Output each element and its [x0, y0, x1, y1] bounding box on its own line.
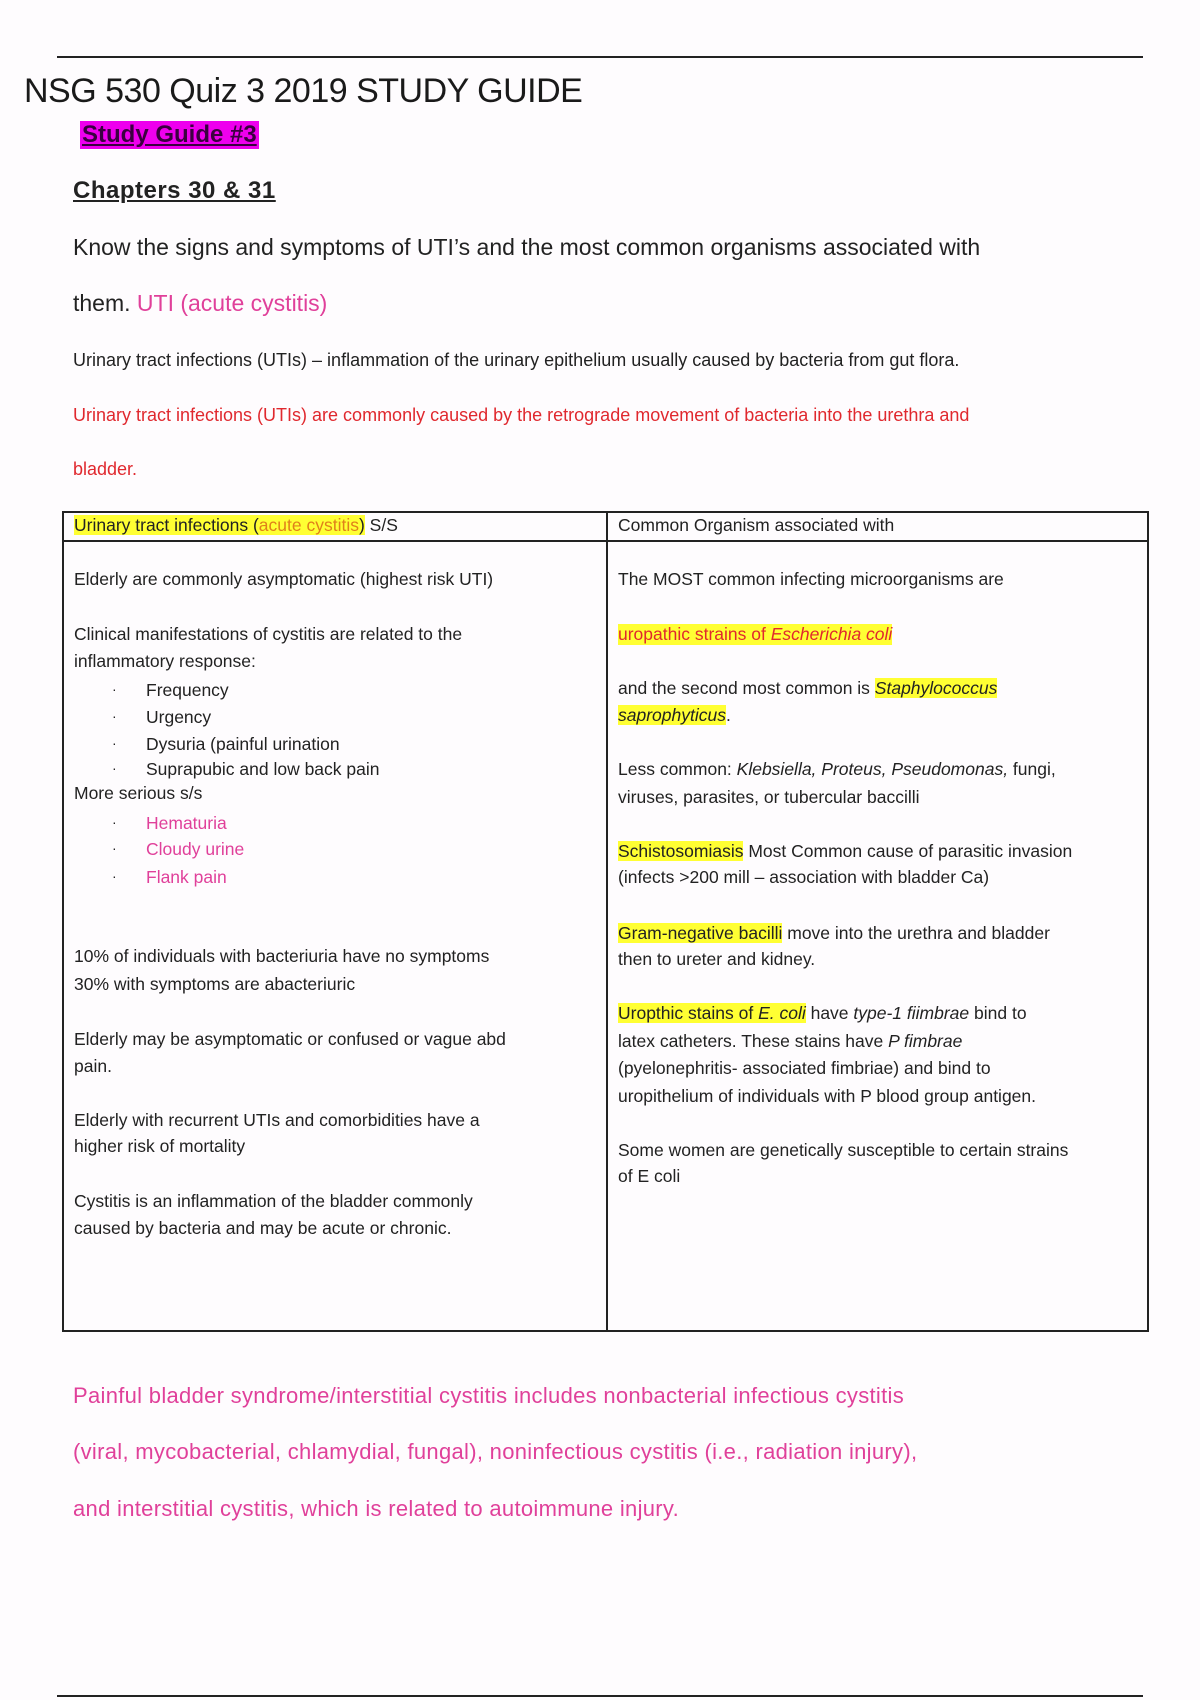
intro-text: them.	[73, 290, 131, 316]
intro-line-2	[73, 290, 327, 317]
top-rule	[57, 56, 1143, 58]
right-text: Some women are genetically susceptible to certain strains	[618, 1140, 1069, 1160]
schisto-text: Most Common cause of parasitic invasion	[743, 841, 1073, 861]
symptom-item: Dysuria (painful urination	[146, 734, 340, 754]
left-text: 30% with symptoms are abacteriuric	[74, 974, 356, 994]
right-text	[618, 1031, 962, 1052]
serious-item: Flank pain	[146, 867, 227, 887]
study-guide-label: Study Guide #3	[82, 121, 257, 148]
right-text	[618, 1003, 1027, 1024]
left-text: inflammatory response:	[74, 651, 256, 671]
right-text	[618, 841, 1072, 862]
header-acute: acute cystitis	[258, 515, 359, 535]
header-left	[63, 512, 607, 541]
symptom-item: Frequency	[146, 680, 229, 700]
header-left-text	[74, 515, 398, 536]
intro-line-1: Know the signs and symptoms of UTI’s and the most common organisms associated with	[73, 234, 981, 260]
definition: Urinary tract infections (UTIs) – inflammation of the urinary epithelium usually caused by bacteria from gut flora.	[73, 350, 960, 370]
header-paren: )	[358, 515, 365, 535]
bullet-icon: ·	[112, 735, 117, 751]
period: .	[725, 705, 731, 725]
latex-italic: P fimbrae	[888, 1031, 963, 1051]
second-text: and the second most common is	[618, 678, 875, 698]
left-cell	[63, 541, 607, 1331]
header-ss: S/S	[364, 515, 398, 535]
serious-item: Hematuria	[146, 813, 227, 833]
right-text: The MOST common infecting microorganisms are	[618, 569, 1004, 589]
less-text: Less common:	[618, 759, 737, 779]
right-text: (pyelonephritis- associated fimbriae) and bind to	[618, 1058, 991, 1078]
bullet-icon: ·	[112, 708, 117, 724]
right-text	[618, 705, 731, 726]
footer-line-1: Painful bladder syndrome/interstitial cystitis includes nonbacterial infectious cystitis	[73, 1383, 904, 1408]
right-text	[618, 759, 1056, 780]
right-cell	[607, 541, 1148, 1331]
left-text: 10% of individuals with bacteriuria have no symptoms	[74, 946, 490, 966]
left-text: Elderly with recurrent UTIs and comorbidities have a	[74, 1110, 480, 1130]
right-text: then to ureter and kidney.	[618, 949, 816, 969]
bullet-icon: ·	[112, 760, 117, 776]
latex-text: latex catheters. These stains have	[618, 1031, 889, 1051]
bullet-icon: ·	[112, 814, 117, 830]
header-hl: Urinary tract infections (	[74, 515, 259, 535]
left-text: Elderly are commonly asymptomatic (highest risk UTI)	[74, 569, 494, 589]
right-text: of E coli	[618, 1166, 681, 1186]
chapters-heading: Chapters 30 & 31	[73, 177, 276, 204]
left-text: Cystitis is an inflammation of the bladder commonly	[74, 1191, 473, 1211]
bottom-rule	[57, 1695, 1143, 1697]
second-italic-2: saprophyticus	[618, 705, 726, 725]
less-italic: Klebsiella, Proteus, Pseudomonas,	[736, 759, 1009, 779]
bullet-icon: ·	[112, 868, 117, 884]
uroph-italic: E. coli	[758, 1003, 806, 1023]
header-right-text: Common Organism associated with	[618, 515, 895, 535]
right-text	[618, 624, 892, 645]
gram-text: move into the urethra and bladder	[782, 923, 1050, 943]
left-text: More serious s/s	[74, 783, 203, 803]
left-text: Elderly may be asymptomatic or confused or vague abd	[74, 1029, 506, 1049]
serious-item: Cloudy urine	[146, 839, 245, 859]
document-title: NSG 530 Quiz 3 2019 STUDY GUIDE	[24, 72, 583, 110]
left-text: pain.	[74, 1056, 112, 1076]
left-text: Clinical manifestations of cystitis are related to the	[74, 624, 463, 644]
uti-table	[62, 511, 1149, 1332]
less-text: fungi,	[1008, 759, 1056, 779]
footer-line-3: and interstitial cystitis, which is related to autoimmune injury.	[73, 1496, 680, 1521]
uroph-text: have	[805, 1003, 854, 1023]
uro-italic: Escherichia coli	[770, 624, 893, 644]
cause-line-1: Urinary tract infections (UTIs) are commonly caused by the retrograde movement of bacteria into the urethra and	[73, 405, 970, 425]
left-text: higher risk of mortality	[74, 1136, 246, 1156]
intro-uti: UTI (acute cystitis)	[136, 290, 328, 316]
header-right	[607, 512, 1148, 541]
bullet-icon: ·	[112, 840, 117, 856]
right-text: uropithelium of individuals with P blood group antigen.	[618, 1086, 1037, 1106]
symptom-item: Urgency	[146, 707, 212, 727]
right-text: viruses, parasites, or tubercular baccilli	[618, 787, 920, 807]
right-text	[618, 923, 1050, 944]
cause-line-2: bladder.	[73, 459, 138, 479]
right-text: (infects >200 mill – association with bladder Ca)	[618, 867, 990, 887]
uroph-text-2: bind to	[969, 1003, 1027, 1023]
symptom-item: Suprapubic and low back pain	[146, 759, 380, 779]
right-text	[618, 678, 997, 699]
schisto-hl: Schistosomiasis	[618, 841, 744, 861]
footer-line-2: (viral, mycobacterial, chlamydial, fungal), noninfectious cystitis (i.e., radiation injury),	[73, 1439, 918, 1464]
uroph-hl: Uropthic stains of	[618, 1003, 759, 1023]
gram-hl: Gram-negative bacilli	[618, 923, 783, 943]
uroph-italic-2: type-1 fiimbrae	[853, 1003, 970, 1023]
left-text: caused by bacteria and may be acute or chronic.	[74, 1218, 452, 1238]
second-italic: Staphylococcus	[874, 678, 998, 698]
uro-text: uropathic strains of	[618, 624, 771, 644]
bullet-icon: ·	[112, 681, 117, 697]
